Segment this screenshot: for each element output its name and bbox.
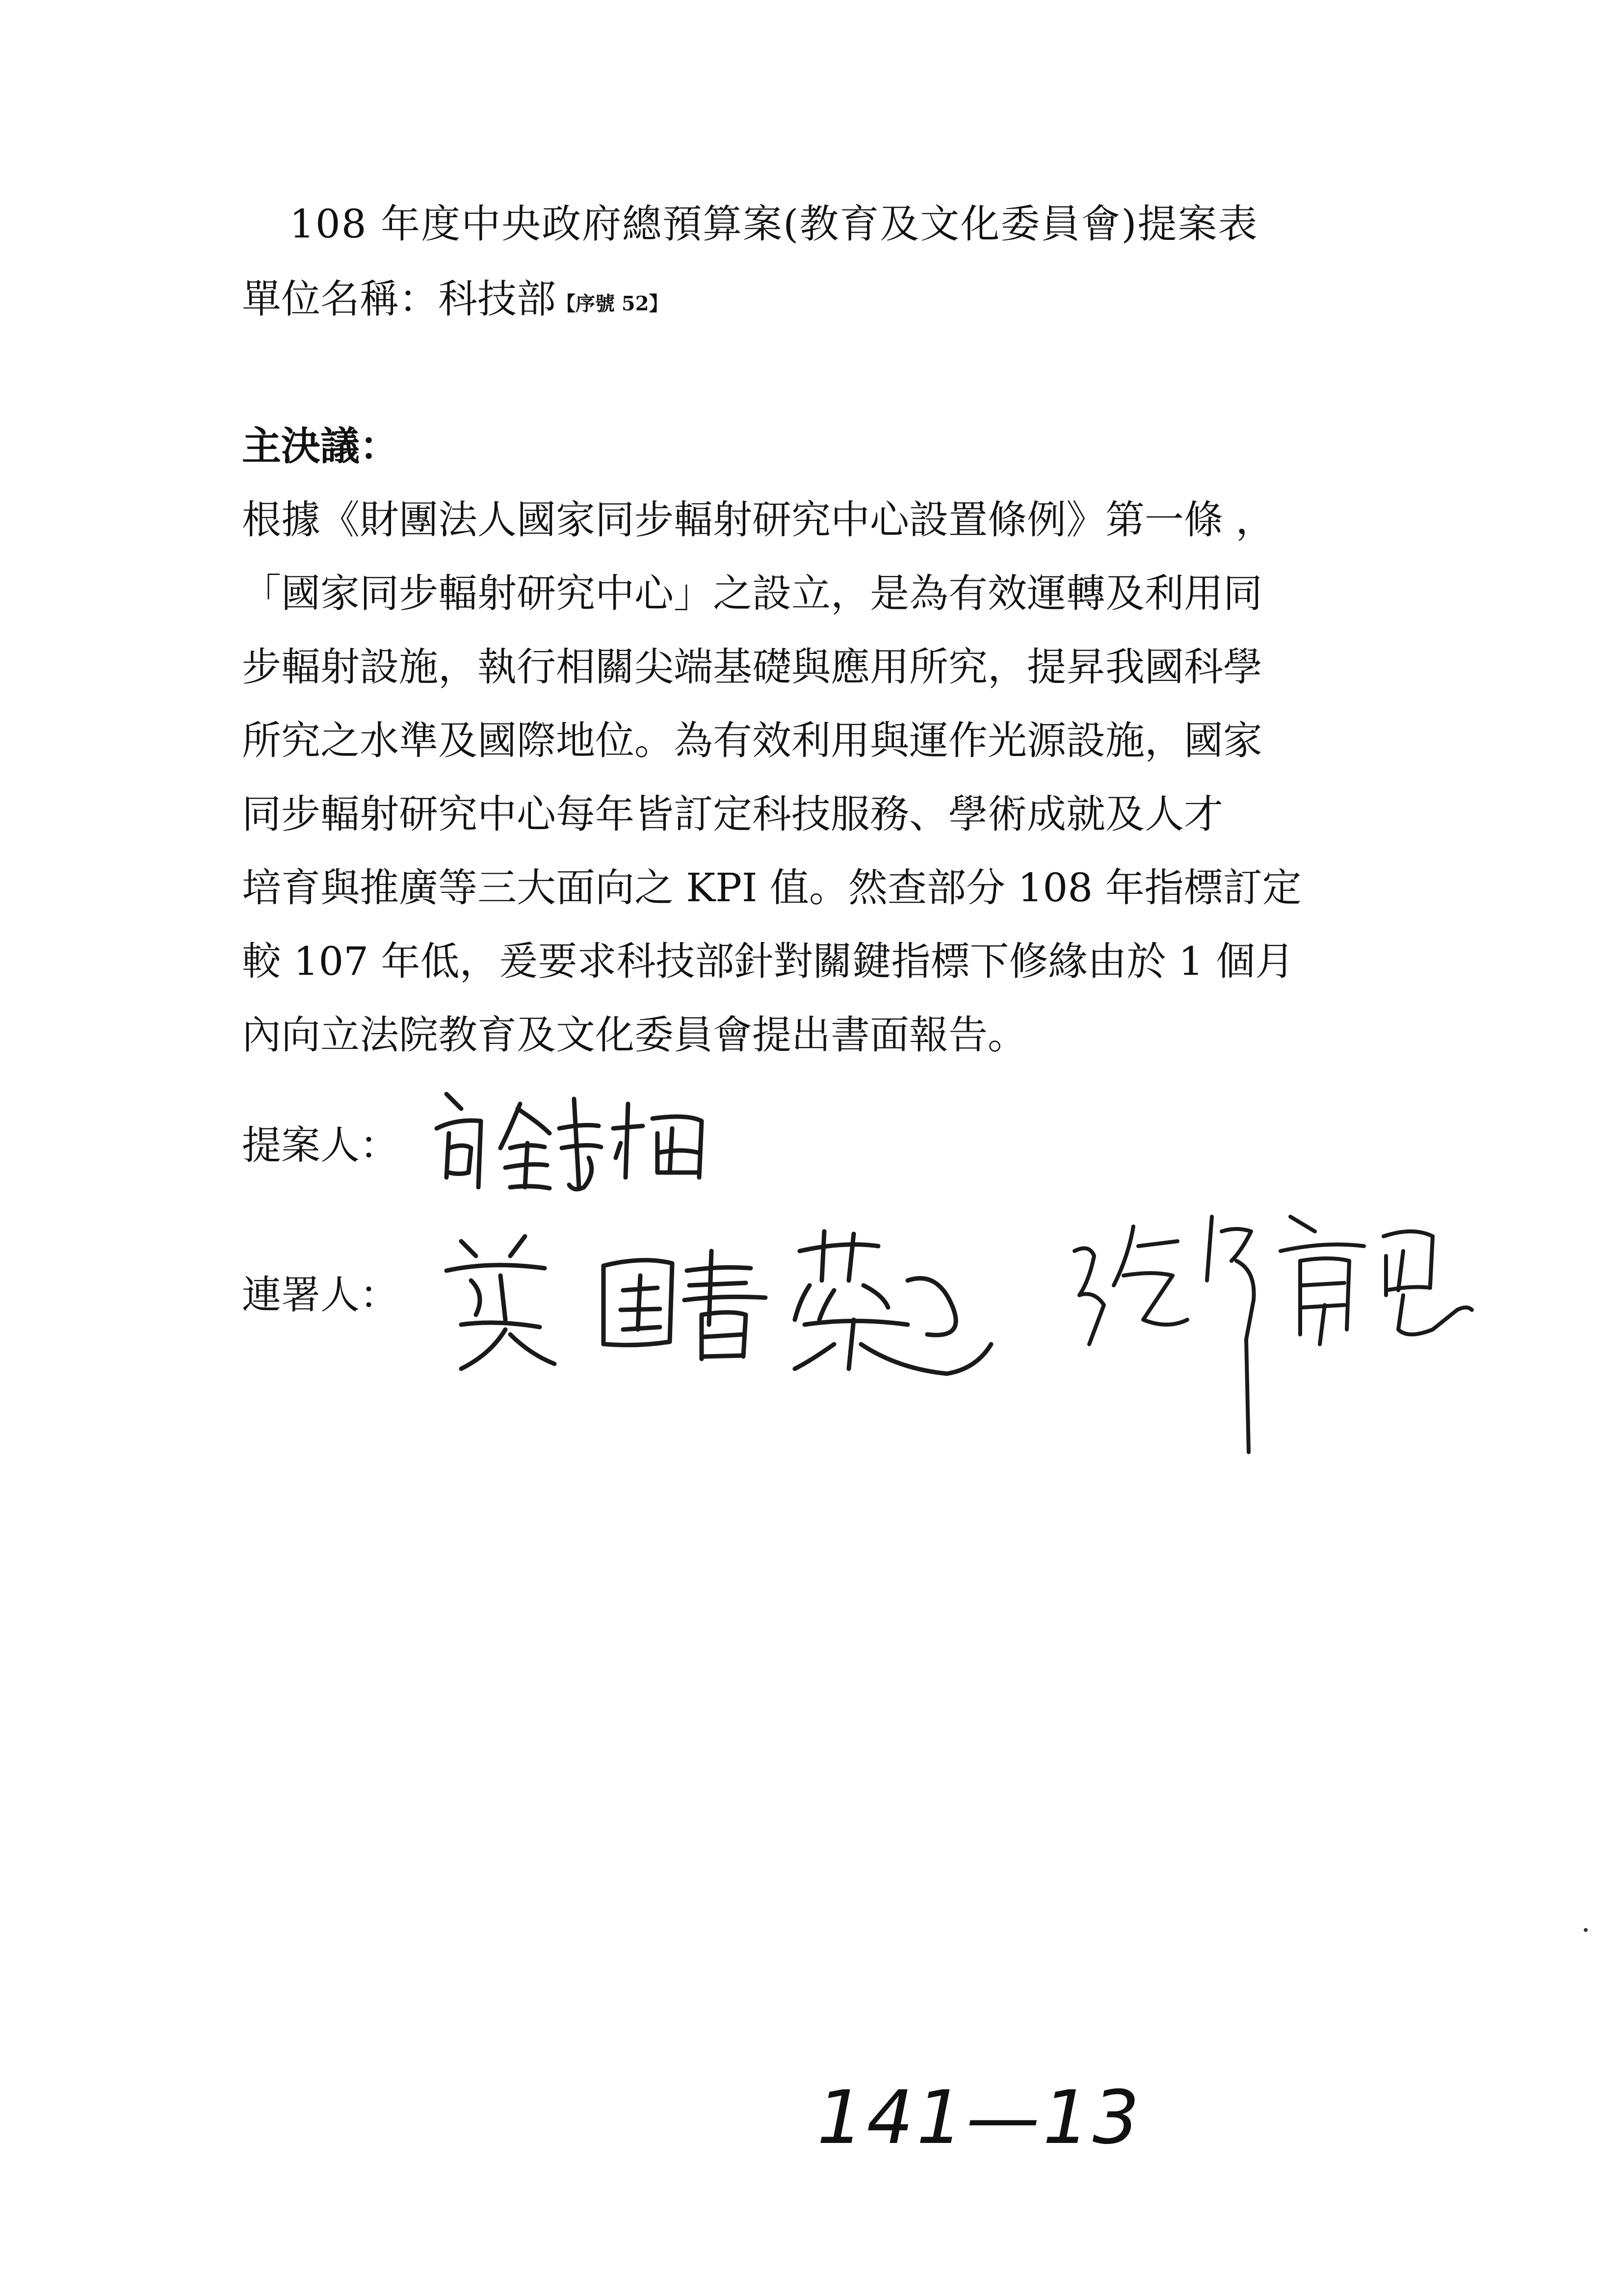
resolution-line: 培育與推廣等三大面向之 KPI 值。然查部分 108 年指標訂定 (242, 865, 1302, 911)
resolution-line: 根據《財團法人國家同步輻射研究中心設置條例》第一條 ， (242, 497, 1275, 543)
page-number: 141—13 (817, 2075, 1143, 2161)
resolution-line: 「國家同步輻射研究中心」之設立，是為有效運轉及利用同 (242, 571, 1262, 616)
resolution-body (242, 483, 1390, 1072)
cosigner-signature-2 (589, 1236, 785, 1374)
proposer-signature (427, 1074, 731, 1202)
resolution-line: 所究之水準及國際地位。為有效利用與運作光源設施，國家 (242, 718, 1262, 763)
resolution-line: 步輻射設施，執行相關尖端基礎與應用所究，提昇我國科學 (242, 644, 1262, 690)
serial-number: 【序號 52】 (556, 292, 669, 315)
unit-name-line (242, 267, 669, 324)
unit-name: 單位名稱：科技部 (242, 276, 556, 322)
cosigner-signature-4 (1060, 1197, 1492, 1452)
cosigner-label: 連署人： (242, 1272, 399, 1318)
scan-speck (1584, 1928, 1588, 1932)
document-title: 108 年度中央政府總預算案(教育及文化委員會)提案表 (289, 201, 1258, 247)
cosigner-signature-3 (780, 1222, 1055, 1383)
resolution-line: 同步輻射研究中心每年皆訂定科技服務、學術成就及人才 (242, 791, 1223, 837)
resolution-heading: 主決議： (242, 423, 399, 469)
proposer-label: 提案人： (242, 1122, 399, 1168)
resolution-line: 較 107 年低，爰要求科技部針對關鍵指標下修緣由於 1 個月 (242, 939, 1295, 984)
resolution-line: 內向立法院教育及文化委員會提出書面報告。 (242, 1012, 1027, 1058)
cosigner-signature-1 (432, 1222, 599, 1379)
